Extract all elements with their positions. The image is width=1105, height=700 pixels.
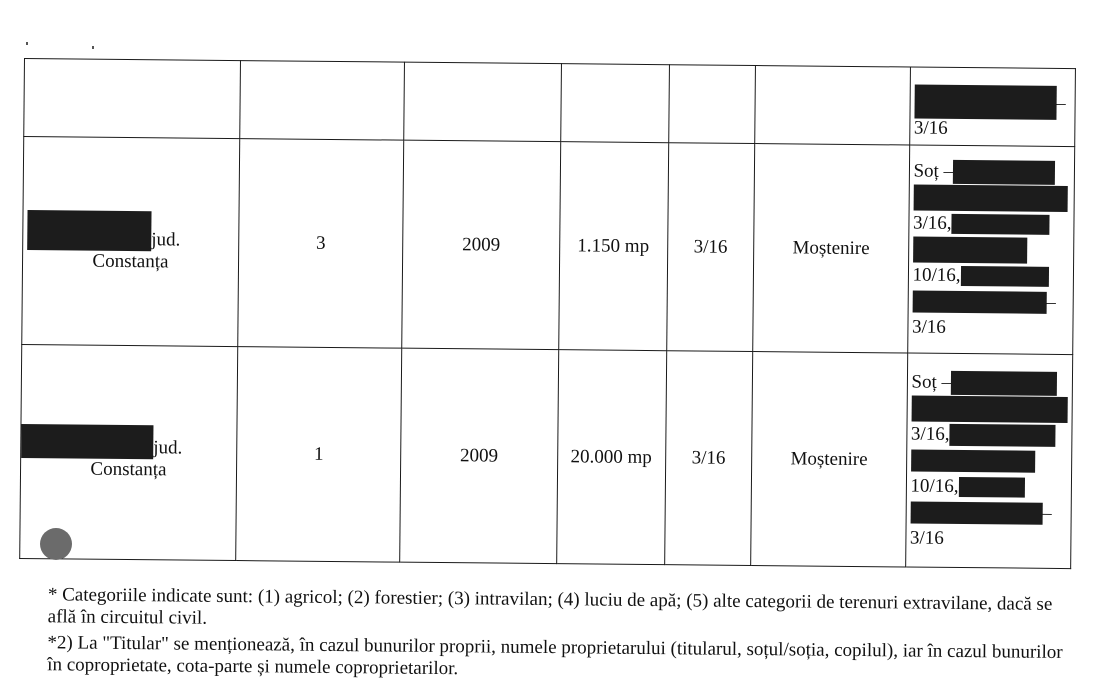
address-cell bbox=[24, 59, 241, 139]
redaction-box bbox=[953, 159, 1055, 184]
county-name: Constanța bbox=[90, 458, 167, 480]
holder-line bbox=[911, 395, 1068, 423]
holder-text: 10/16, bbox=[910, 475, 959, 497]
county-prefix: jud. bbox=[151, 228, 181, 251]
holder-text: – bbox=[1056, 92, 1066, 114]
holder-line bbox=[914, 89, 1071, 117]
holder-text: 3/16 bbox=[909, 527, 944, 549]
footnote-holder: *2) La "Titular" se menționează, în cazul bunurilor proprii, numele proprietarului (titularul, soțul/soția, copilul), iar în cazul bunurilor în coproprietate, cota-parte și numele coproprietarilor. bbox=[47, 632, 1063, 680]
land-table-wrapper bbox=[19, 58, 1082, 578]
area-cell: 20.000 mp bbox=[556, 350, 666, 565]
category-cell bbox=[240, 61, 405, 141]
redaction-box bbox=[912, 290, 1046, 313]
redaction-box bbox=[27, 210, 151, 251]
holder-cell bbox=[905, 353, 1072, 569]
holder-cell bbox=[909, 67, 1075, 147]
holder-text: 3/16, bbox=[912, 212, 952, 234]
footnotes bbox=[21, 584, 1082, 686]
redaction-box bbox=[913, 236, 1027, 263]
redaction-box bbox=[949, 423, 1055, 446]
share-cell: 3/16 bbox=[664, 351, 753, 566]
holder-line bbox=[910, 499, 1067, 527]
category-cell: 3 bbox=[238, 139, 404, 349]
holder-text: 3/16 bbox=[913, 117, 948, 139]
holder-line bbox=[912, 288, 1069, 316]
share-cell bbox=[668, 65, 755, 144]
redaction-box bbox=[951, 213, 1049, 234]
holder-line bbox=[913, 158, 1070, 186]
holder-line bbox=[913, 210, 1070, 238]
table-row bbox=[20, 344, 1073, 568]
category-cell: 1 bbox=[236, 347, 402, 563]
redaction-box bbox=[20, 423, 154, 458]
county-prefix: jud. bbox=[153, 436, 183, 459]
holder-line bbox=[911, 447, 1068, 475]
holder-text: 10/16, bbox=[912, 264, 961, 286]
holder-text: Soț – bbox=[911, 371, 952, 393]
scan-hole-mark bbox=[40, 528, 72, 560]
area-cell: 1.150 mp bbox=[558, 142, 668, 351]
table-row bbox=[24, 59, 1076, 147]
holder-line bbox=[911, 369, 1068, 397]
holder-line bbox=[912, 262, 1069, 290]
year-cell: 2009 bbox=[402, 140, 560, 349]
acquisition-cell: Moștenire bbox=[751, 352, 907, 567]
holder-line bbox=[912, 314, 1069, 342]
acquisition-cell: Moștenire bbox=[753, 144, 909, 353]
holder-line bbox=[910, 473, 1067, 501]
holder-text: 3/16 bbox=[911, 316, 946, 338]
scan-speck bbox=[26, 42, 28, 45]
share-cell: 3/16 bbox=[666, 143, 755, 352]
area-cell bbox=[560, 64, 669, 143]
holder-text: – bbox=[1046, 291, 1056, 313]
holder-line bbox=[911, 421, 1068, 449]
footnote-categories: * Categoriile indicate sunt: (1) agricol; (2) forestier; (3) intravilan; (4) luciu de apă; (5) alte categorii de terenuri extravilane, dacă se află în circuitul civil. bbox=[47, 584, 1053, 629]
redaction-box bbox=[958, 476, 1024, 497]
year-cell: 2009 bbox=[400, 348, 558, 563]
holder-text: – bbox=[1042, 502, 1052, 524]
redaction-box bbox=[913, 184, 1067, 211]
holder-cell bbox=[907, 145, 1074, 355]
holder-text: 3/16, bbox=[910, 423, 950, 445]
holder-text: Soț – bbox=[913, 160, 954, 182]
redaction-box bbox=[911, 395, 1067, 422]
address-cell bbox=[22, 137, 240, 347]
year-cell bbox=[404, 62, 561, 141]
county-name: Constanța bbox=[92, 250, 169, 272]
table-row bbox=[22, 137, 1075, 355]
holder-line bbox=[913, 236, 1070, 264]
redaction-box bbox=[911, 449, 1035, 472]
acquisition-cell bbox=[755, 66, 910, 145]
holder-line bbox=[913, 184, 1070, 212]
redaction-box bbox=[960, 266, 1048, 287]
redaction-box bbox=[951, 370, 1057, 395]
redaction-box bbox=[910, 501, 1042, 524]
holder-line bbox=[910, 525, 1067, 553]
scan-speck bbox=[92, 46, 94, 49]
land-table bbox=[19, 58, 1076, 569]
